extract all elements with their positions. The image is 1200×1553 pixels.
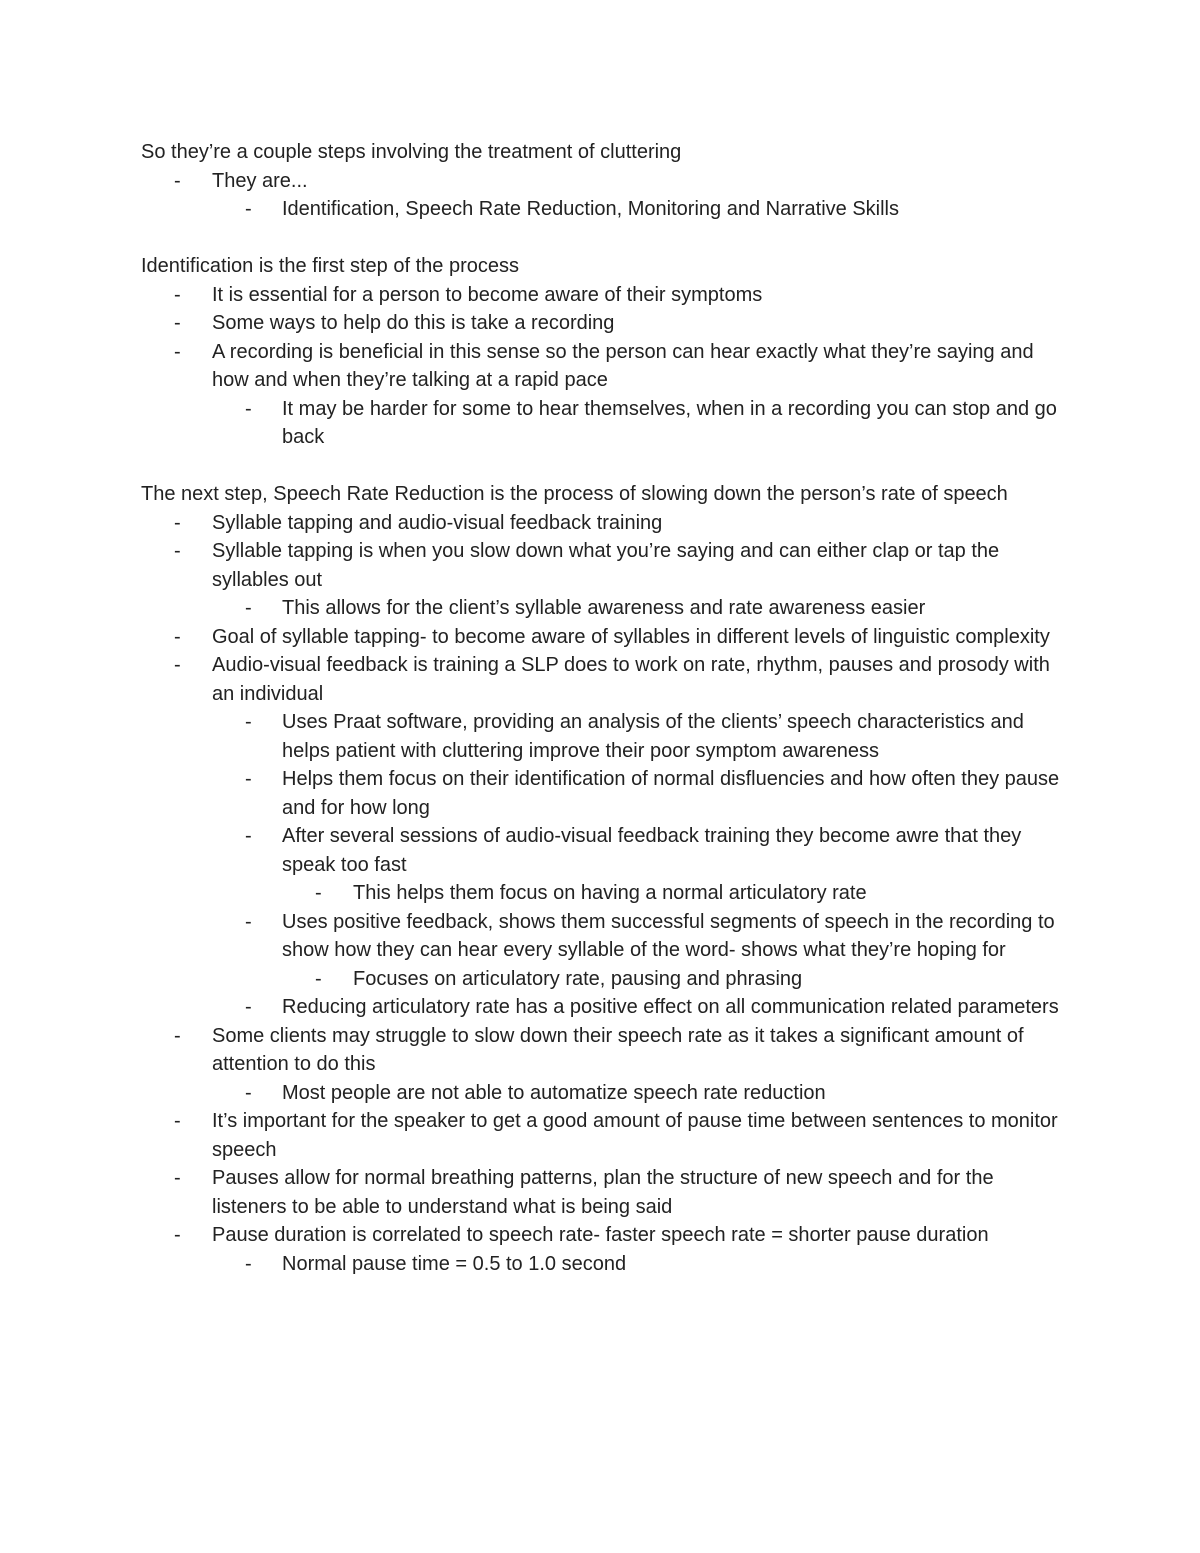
bullet-item	[141, 338, 1071, 395]
dash-marker: -	[315, 882, 322, 904]
bullet-item	[141, 1221, 1071, 1250]
bullet-item	[141, 594, 1071, 623]
bullet-text: Uses Praat software, providing an analysis of the clients’ speech characteristics and helps patient with cluttering improve their poor symptom awareness	[282, 711, 1024, 762]
dash-marker: -	[315, 967, 322, 990]
bullet-text: Pause duration is correlated to speech rate- faster speech rate = shorter pause duration	[212, 1224, 989, 1246]
dash-marker: -	[174, 1224, 181, 1246]
paragraph-gap	[141, 224, 1071, 253]
dash-marker: -	[174, 340, 181, 363]
bullet-item	[141, 965, 1071, 994]
bullet-item	[141, 993, 1071, 1022]
bullet-text: After several sessions of audio-visual feedback training they become awre that they speak too fast	[282, 825, 1022, 876]
dash-marker: -	[174, 312, 181, 334]
bullet-item	[141, 822, 1071, 879]
dash-marker: -	[245, 768, 252, 790]
bullet-item	[141, 195, 1071, 224]
dash-marker: -	[245, 597, 252, 619]
dash-marker: -	[174, 540, 181, 562]
dash-marker: -	[245, 198, 252, 220]
bullet-text: They are...	[212, 169, 308, 192]
bullet-item	[141, 281, 1071, 310]
dash-marker: -	[245, 825, 252, 847]
bullet-item	[141, 537, 1071, 594]
bullet-text: Syllable tapping and audio-visual feedback training	[212, 511, 663, 534]
bullet-text: Audio-visual feedback is training a SLP does to work on rate, rhythm, pauses and prosody with an individual	[212, 654, 1050, 705]
dash-marker: -	[174, 511, 181, 534]
section-treatment-steps	[141, 138, 1071, 224]
bullet-text: It’s important for the speaker to get a good amount of pause time between sentences to monitor speech	[212, 1110, 1058, 1161]
section-identification	[141, 252, 1071, 452]
bullet-text: Normal pause time = 0.5 to 1.0 second	[282, 1252, 627, 1275]
bullet-text: It may be harder for some to hear themselves, when in a recording you can stop and go back	[282, 397, 1057, 448]
bullet-item	[141, 509, 1071, 538]
dash-marker: -	[245, 996, 252, 1018]
bullet-item	[141, 1164, 1071, 1221]
bullet-text: This allows for the client’s syllable awareness and rate awareness easier	[282, 597, 926, 619]
bullet-item	[141, 1107, 1071, 1164]
bullet-text: A recording is beneficial in this sense so the person can hear exactly what they’re saying and how and when they’re talking at a rapid pace	[212, 340, 1034, 391]
paragraph-gap	[141, 452, 1071, 481]
bullet-item	[141, 1079, 1071, 1108]
bullet-item	[141, 623, 1071, 652]
bullet-text: Goal of syllable tapping- to become aware of syllables in different levels of linguistic complexity	[212, 625, 1050, 648]
bullet-text: This helps them focus on having a normal articulatory rate	[353, 882, 867, 904]
dash-marker: -	[245, 1252, 252, 1275]
bullet-item	[141, 1022, 1071, 1079]
dash-marker: -	[174, 654, 181, 676]
dash-marker: -	[174, 169, 181, 192]
bullet-text: Pauses allow for normal breathing patterns, plan the structure of new speech and for the listeners to be able to understand what is being said	[212, 1167, 994, 1218]
bullet-item	[141, 908, 1071, 965]
bullet-item	[141, 395, 1071, 452]
dash-marker: -	[174, 1024, 181, 1047]
bullet-text: Reducing articulatory rate has a positive effect on all communication related parameters	[282, 996, 1059, 1018]
bullet-text: It is essential for a person to become aware of their symptoms	[212, 283, 763, 306]
paragraph-heading: So they’re a couple steps involving the treatment of cluttering	[141, 141, 682, 163]
bullet-text: Some ways to help do this is take a recording	[212, 312, 615, 334]
bullet-text: Syllable tapping is when you slow down what you’re saying and can either clap or tap the syllables out	[212, 540, 1000, 591]
bullet-text: Most people are not able to automatize speech rate reduction	[282, 1081, 826, 1104]
dash-marker: -	[174, 625, 181, 648]
dash-marker: -	[174, 1110, 181, 1132]
bullet-item	[141, 765, 1071, 822]
dash-marker: -	[174, 283, 181, 306]
bullet-text: Uses positive feedback, shows them successful segments of speech in the recording to show how they can hear every syllable of the word- shows what they’re hoping for	[282, 910, 1055, 961]
bullet-item	[141, 1250, 1071, 1279]
bullet-item	[141, 879, 1071, 908]
bullet-text: Helps them focus on their identification of normal disfluencies and how often they pause and for how long	[282, 768, 1060, 819]
dash-marker: -	[245, 397, 252, 420]
dash-marker: -	[245, 910, 252, 933]
section-speech-rate-reduction	[141, 480, 1071, 1278]
paragraph-heading: Identification is the first step of the process	[141, 255, 519, 277]
bullet-item	[141, 651, 1071, 708]
bullet-text: Some clients may struggle to slow down their speech rate as it takes a significant amount of attention to do this	[212, 1024, 1024, 1075]
bullet-text: Focuses on articulatory rate, pausing and phrasing	[353, 967, 803, 990]
document-body	[141, 138, 1071, 1278]
bullet-text: Identification, Speech Rate Reduction, Monitoring and Narrative Skills	[282, 198, 899, 220]
bullet-item	[141, 708, 1071, 765]
paragraph-heading: The next step, Speech Rate Reduction is the process of slowing down the person’s rate of speech	[141, 483, 1008, 505]
dash-marker: -	[245, 1081, 252, 1104]
bullet-item	[141, 309, 1071, 338]
dash-marker: -	[245, 711, 252, 733]
dash-marker: -	[174, 1167, 181, 1189]
bullet-item	[141, 167, 1071, 196]
